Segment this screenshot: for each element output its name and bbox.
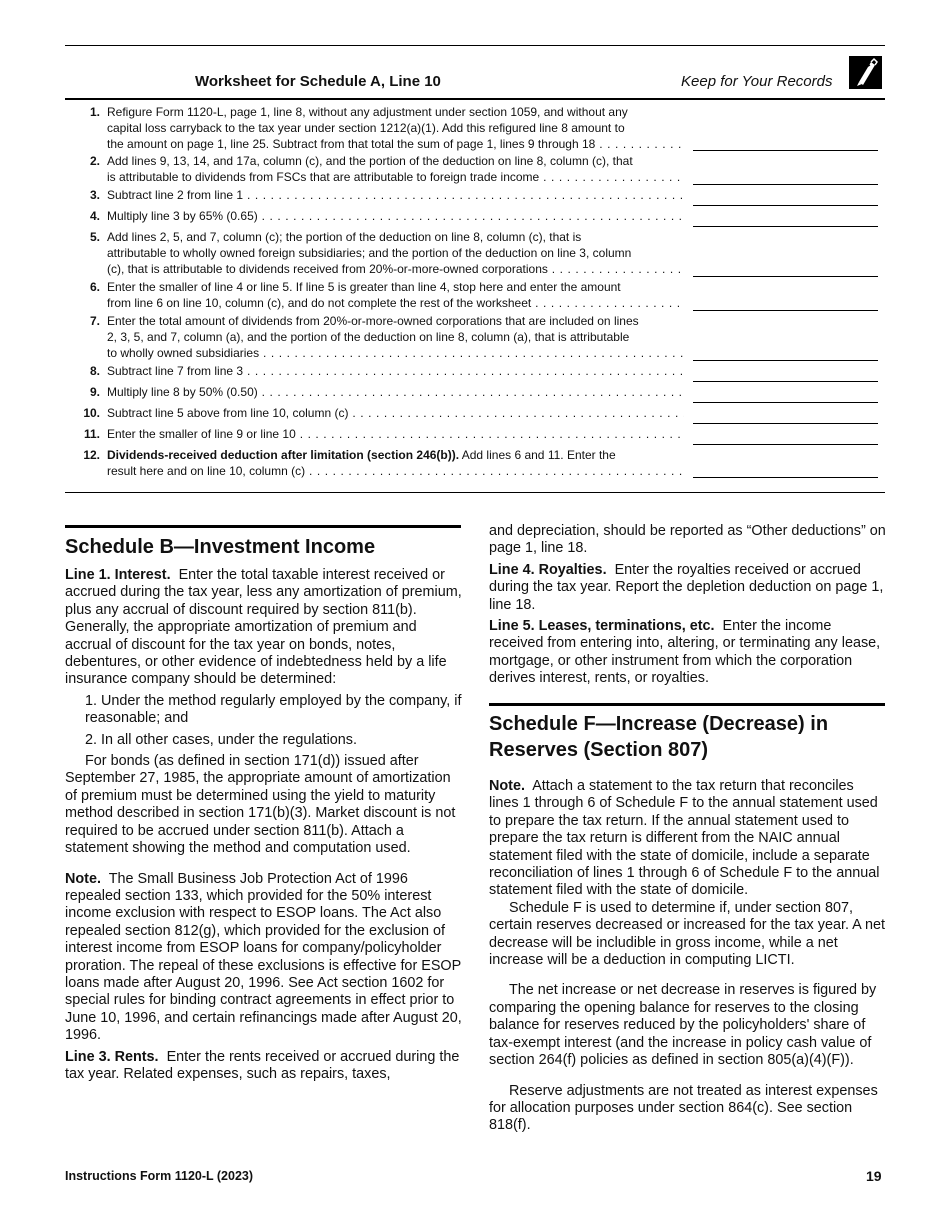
entry-line-3[interactable] <box>693 205 878 206</box>
schedule-f-paragraph: Schedule F is used to determine if, under section 807, certain reserves decreased or increased for the tax year. A net decrease will be includible in gross income, while a net increase will be a deduction in computing LICTI. <box>489 899 885 969</box>
right-column-bottom <box>489 711 887 1135</box>
worksheet-header-rule <box>65 98 885 100</box>
pen-icon <box>849 56 882 89</box>
line3-rents: Line 3. Rents. Enter the rents received or accrued during the tax year. Related expenses, such as repairs, taxes, <box>65 1048 460 1082</box>
entry-line-9[interactable] <box>693 402 878 403</box>
entry-line-11[interactable] <box>693 444 878 445</box>
schedule-f-paragraph: Reserve adjustments are not treated as interest expenses for allocation purposes under section 864(c). See section 818(f). <box>489 1082 878 1134</box>
footer-form-name: Instructions Form 1120-L (2023) <box>65 1169 254 1183</box>
entry-line-8[interactable] <box>693 381 878 382</box>
keep-records-label: Keep for Your Records <box>681 73 833 90</box>
list-item: 1. Under the method regularly employed by the company, if reasonable; and <box>85 692 462 727</box>
page-number: 19 <box>866 1168 882 1184</box>
bonds-paragraph: For bonds (as defined in section 171(d)) issued after September 27, 1985, the appropriate amount of amortization of premium must be determined using the yield to maturity method described in section 171(b)(3). Market discount is not required to be accrued under section 811(b). Attach a statement showing the method and computation used. <box>65 753 456 857</box>
worksheet-line-11: 11. Enter the smaller of line 9 or line 10 . . . <box>70 426 684 442</box>
schedule-f-note: Note. Attach a statement to the tax return that reconciles lines 1 through 6 of Schedule F to the annual statement used to prepare the tax return. If the annual statement used to prepare the tax return is different from the NAIC annual statement filed with the state of domicile, include a separate reconciliation of lines 1 through 6 of Schedule F to the annual statement filed with the state of domicile. <box>489 778 880 899</box>
worksheet-line-9: 9. Multiply line 8 by 50% (0.50) . . . <box>70 384 684 400</box>
schedule-b-rule <box>65 525 461 528</box>
line4-royalties: Line 4. Royalties. Enter the royalties received or accrued during the tax year. Report the depletion deduction on page 1, line 18. <box>489 561 884 613</box>
schedule-f-paragraph: The net increase or net decrease in reserves is figured by comparing the opening balance for reserves to the closing balance for reserves reduced by the policyholders' share of tax-exempt interest (and the increase in policy cash value of section 264(f) policies as defined in section 805(a)(4)(F)). <box>489 982 877 1069</box>
esop-note: Note. The Small Business Job Protection Act of 1996 repealed section 133, which provided for the 50% interest income exclusion with respect to ESOP loans. The Act also repealed section 812(g), which provided for the exclusion of interest income from ESOP loans for company/policyholder proration. The repeal of these exclusions is effective for ESOP loans made after August 20, 1996. See Act section 1602 for special rules for binding contract agreements in effect prior to June 10, 1996, and certain refinancings made after August 20, 1996. <box>65 870 462 1044</box>
worksheet-line-12: 12. Dividends-received deduction after limitation (section 246(b)). Add lines 6 and 11. Enter the result here and on line 10, column (c) . . . <box>70 447 684 479</box>
entry-line-1[interactable] <box>693 150 878 151</box>
entry-line-7[interactable] <box>693 360 878 361</box>
worksheet-line-4: 4. Multiply line 3 by 65% (0.65) . . . <box>70 208 684 224</box>
list-item: 2. In all other cases, under the regulations. <box>85 731 357 748</box>
worksheet-bottom-rule <box>65 492 885 493</box>
schedule-b-heading: Schedule B—Investment Income <box>65 536 376 558</box>
line5-leases: Line 5. Leases, terminations, etc. Enter the income received from entering into, altering, or terminating any lease, mortgage, or other instrument from which the corporation derives interest, rents, or royalties. <box>489 618 881 687</box>
schedule-f-heading: Schedule F—Increase (Decrease) in Reserves (Section 807) <box>489 713 829 761</box>
entry-line-12[interactable] <box>693 477 878 478</box>
entry-line-10[interactable] <box>693 423 878 424</box>
worksheet-line-5: 5. Add lines 2, 5, and 7, column (c); the portion of the deduction on line 8, column (c), that is attributable to wholly owned foreign subsidiaries; and the portion of the deduction on line 3, column (c), that is attributable to dividends received from 20%-or-more-owned corporations . . . <box>70 229 684 277</box>
entry-line-2[interactable] <box>693 184 878 185</box>
worksheet-line-2: 2. Add lines 9, 13, 14, and 17a, column (c), and the portion of the deduction on line 8, column (c), that is attributable to dividends from FSCs that are attributable to foreign trade income . . . <box>70 153 684 185</box>
worksheet-line-6: 6. Enter the smaller of line 4 or line 5. If line 5 is greater than line 4, stop here and enter the amount from line 6 on line 10, column (c), and do not complete the rest of the worksheet . . . <box>70 279 684 311</box>
line1-interest: Line 1. Interest. Enter the total taxable interest received or accrued during the tax year, less any amortization of premium, plus any accrual of discount required by section 811(b). Generally, the appropriate amortization of premium and accrual of discount for the tax year on bonds, notes, debentures, or other evidence of indebtedness held by a life insurance company should be determined: <box>65 567 462 688</box>
entry-line-4[interactable] <box>693 226 878 227</box>
rents-continuation: and depreciation, should be reported as “Other deductions” on page 1, line 18. <box>489 523 886 557</box>
schedule-f-rule <box>489 703 885 706</box>
worksheet-line-10: 10. Subtract line 5 above from line 10, column (c) . . . <box>70 405 684 421</box>
entry-line-6[interactable] <box>693 310 878 311</box>
worksheet-line-8: 8. Subtract line 7 from line 3 . . . <box>70 363 684 379</box>
top-rule <box>65 45 885 46</box>
worksheet-title: Worksheet for Schedule A, Line 10 <box>195 73 441 90</box>
right-column-top <box>489 523 887 688</box>
left-column <box>65 534 463 1083</box>
entry-line-5[interactable] <box>693 276 878 277</box>
worksheet-line-1: 1. Refigure Form 1120-L, page 1, line 8, without any adjustment under section 1059, and without any capital loss carryback to the tax year under section 1212(a)(1). Add this refigured line 8 amount to the amount on page 1, line 25. Subtract from that total the sum of page 1, lines 9 through 18 . . . <box>70 104 684 152</box>
worksheet-line-3: 3. Subtract line 2 from line 1 . . . <box>70 187 684 203</box>
worksheet-line-7: 7. Enter the total amount of dividends from 20%-or-more-owned corporations that are included on lines 2, 3, 5, and 7, column (a), and the portion of the deduction on line 8, column (a), that is attributable to wholly owned subsidiaries . . . <box>70 313 684 361</box>
